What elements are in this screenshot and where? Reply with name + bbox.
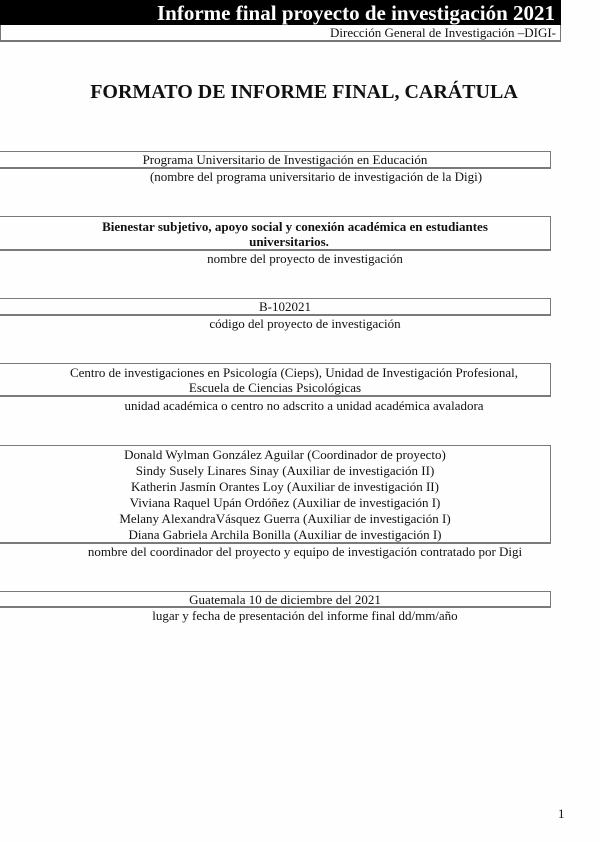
- codigo-value: B-102021: [259, 299, 311, 314]
- unidad-field: [0, 363, 551, 397]
- team-member: Diana Gabriela Archila Bonilla (Auxiliar de investigación I): [128, 527, 442, 542]
- lugar-fecha-value: Guatemala 10 de diciembre del 2021: [189, 592, 381, 607]
- equipo-field: [0, 445, 551, 544]
- page-title: FORMATO DE INFORME FINAL, CARÁTULA: [90, 81, 518, 103]
- team-member: Katherin Jasmín Orantes Loy (Auxiliar de investigación II): [131, 479, 439, 494]
- unidad-value-line1: Centro de investigaciones en Psicología (Cieps), Unidad de Investigación Profesional,: [69, 365, 519, 380]
- proyecto-field: [0, 216, 551, 251]
- equipo-caption: nombre del coordinador del proyecto y equipo de investigación contratado por Digi: [87, 544, 523, 559]
- unidad-value-line2: Escuela de Ciencias Psicológicas: [188, 380, 362, 395]
- team-member: Sindy Susely Linares Sinay (Auxiliar de investigación II): [135, 463, 435, 478]
- proyecto-caption: nombre del proyecto de investigación: [207, 251, 403, 266]
- proyecto-value-line2: universitarios.: [249, 234, 329, 249]
- lugar-fecha-caption: lugar y fecha de presentación del informe final dd/mm/año: [152, 608, 458, 623]
- page-number: 1: [558, 806, 565, 821]
- programa-caption: (nombre del programa universitario de investigación de la Digi): [149, 169, 483, 184]
- team-member: Donald Wylman González Aguilar (Coordinador de proyecto): [124, 447, 446, 462]
- unidad-caption: unidad académica o centro no adscrito a unidad académica avaladora: [124, 398, 484, 413]
- codigo-field: [0, 298, 551, 316]
- programa-value: Programa Universitario de Investigación en Educación: [142, 152, 428, 167]
- lugar-fecha-field: [0, 591, 551, 608]
- report-header-subtitle: Dirección General de Investigación –DIGI-: [0, 25, 561, 42]
- programa-field: [0, 151, 551, 169]
- team-member: Melany AlexandraVásquez Guerra (Auxiliar de investigación I): [119, 511, 451, 526]
- proyecto-value-line1: Bienestar subjetivo, apoyo social y conexión académica en estudiantes: [102, 219, 488, 234]
- team-member: Viviana Raquel Upán Ordóñez (Auxiliar de investigación I): [129, 495, 441, 510]
- codigo-caption: código del proyecto de investigación: [209, 316, 401, 331]
- report-header-title: Informe final proyecto de investigación 2021: [0, 0, 561, 25]
